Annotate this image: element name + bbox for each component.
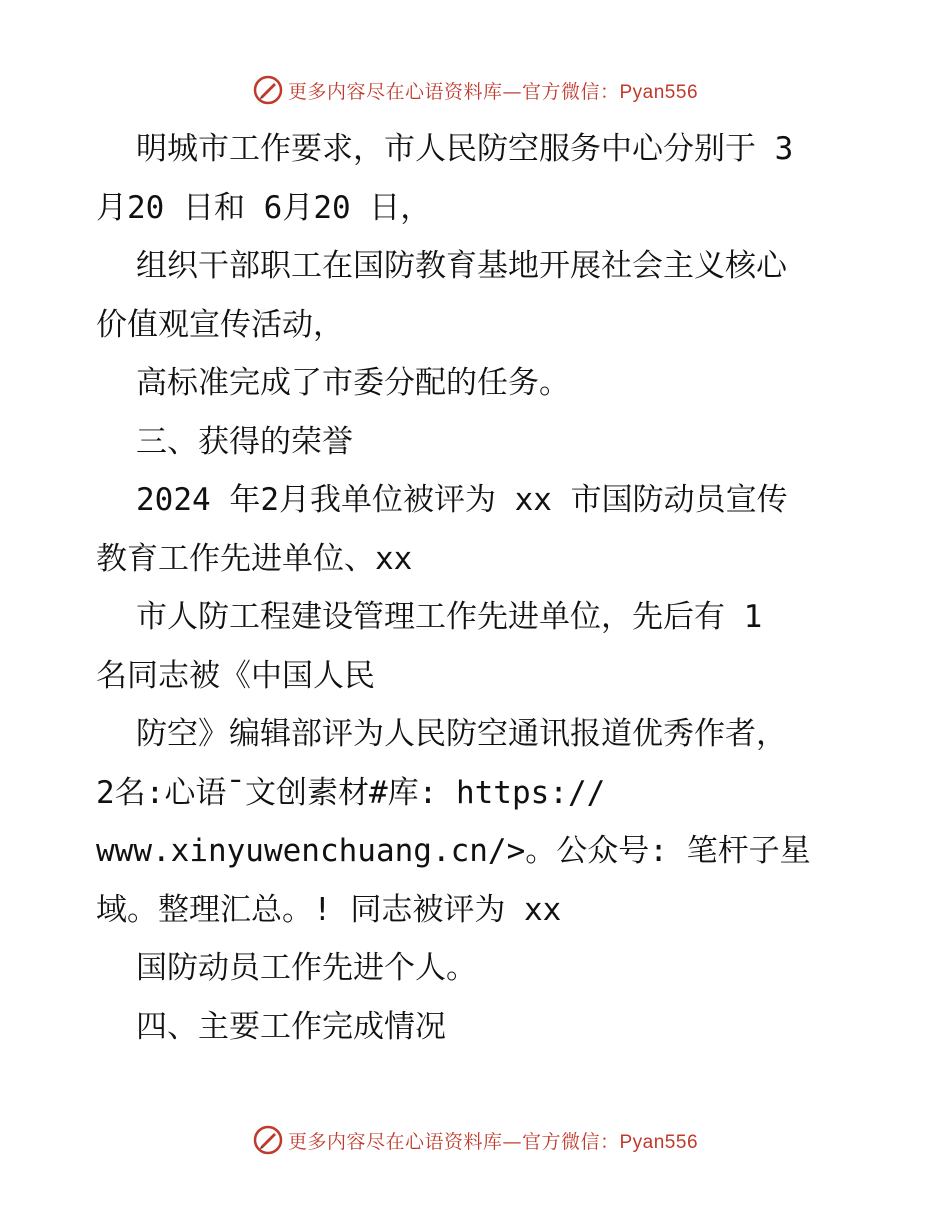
- body-line: 教育工作先进单位、xx: [96, 540, 413, 577]
- body-line: 防空》编辑部评为人民防空通讯报道优秀作者，: [136, 716, 787, 752]
- footer-banner-text: [288, 1127, 698, 1154]
- header-banner-separator: —: [502, 80, 522, 103]
- quill-pen-logo-icon: [252, 1124, 284, 1156]
- quill-pen-logo-icon: [252, 74, 284, 106]
- body-line: www.xinyuwenchuang.cn/>。公众号: 笔杆子星: [96, 833, 811, 869]
- footer-wechat-id: Pyan556: [619, 1131, 699, 1153]
- footer-banner: [0, 1120, 950, 1160]
- body-line: 2024 年2月我单位被评为 xx 市国防动员宣传: [136, 482, 788, 518]
- section-heading: 三、获得的荣誉: [136, 423, 353, 460]
- body-line: 国防动员工作先进个人。: [136, 950, 477, 986]
- body-line: 组织干部职工在国防教育基地开展社会主义核心: [136, 248, 787, 284]
- document-body: [96, 120, 876, 1056]
- body-line: 域。整理汇总。! 同志被评为 xx: [96, 891, 562, 928]
- body-line: 月20 日和 6月20 日，: [96, 189, 432, 226]
- header-wechat-id: Pyan556: [619, 81, 699, 103]
- header-wechat-label: 官方微信：: [521, 80, 620, 103]
- body-line: 2名:心语¯文创素材#库: https://: [96, 774, 606, 811]
- header-banner: [0, 70, 950, 110]
- body-line: 高标准完成了市委分配的任务。: [136, 365, 570, 401]
- header-banner-main: 更多内容尽在心语资料库: [287, 80, 503, 103]
- body-line: 名同志被《中国人民: [96, 657, 375, 694]
- footer-banner-main: 更多内容尽在心语资料库: [287, 1130, 503, 1153]
- section-heading: 四、主要工作完成情况: [136, 1008, 446, 1045]
- body-line: 市人防工程建设管理工作先进单位，先后有 1: [136, 599, 763, 635]
- footer-wechat-label: 官方微信：: [521, 1130, 620, 1153]
- body-line: 价值观宣传活动，: [96, 306, 344, 343]
- footer-banner-separator: —: [502, 1130, 522, 1153]
- body-line: 明城市工作要求，市人民防空服务中心分别于 3: [136, 131, 794, 167]
- header-banner-text: [288, 77, 698, 104]
